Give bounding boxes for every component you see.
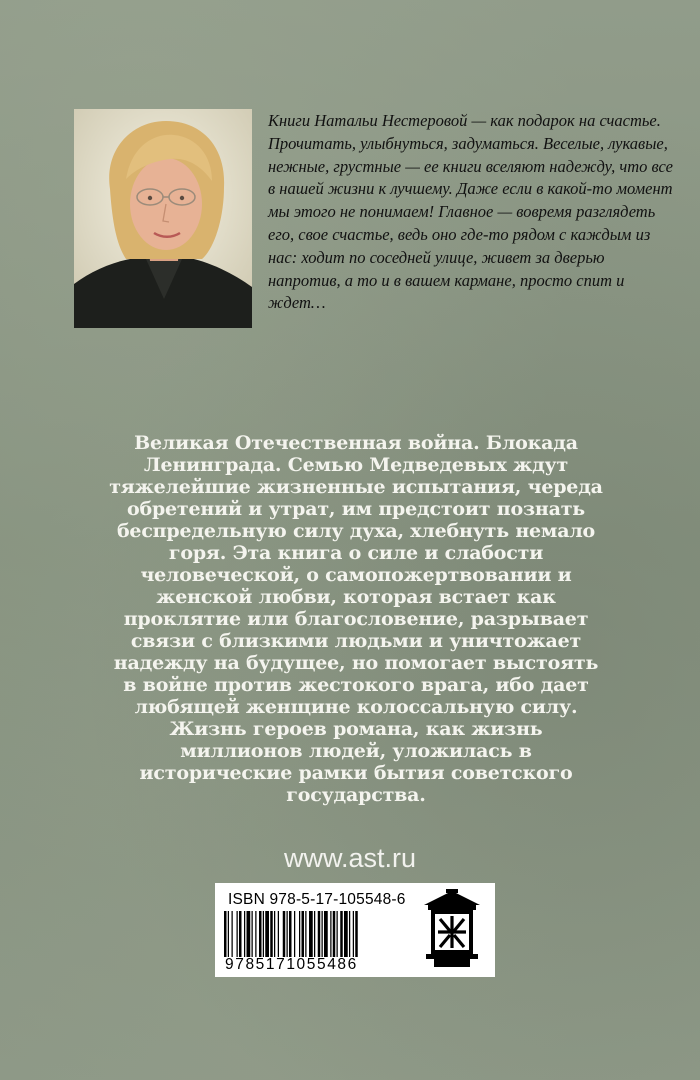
barcode-bar bbox=[287, 911, 288, 957]
isbn-label: ISBN 978-5-17-105548-6 bbox=[228, 891, 406, 908]
barcode-bar bbox=[324, 911, 328, 957]
author-photo bbox=[74, 109, 252, 328]
barcode-bar bbox=[259, 911, 262, 957]
book-description: Великая Отечественная война. Блокада Ленинграда. Семью Медведевых ждут тяжелейшие жизненные испытания, череда обретений и утрат, им предстоит познать беспредельную силу духа, хлебнуть немало горя. Эта книга о силе и слабости человеческой, о самопожертвовании и женской любви, которая встает как проклятие или благословение, разрывает связи с близкими людьми и уничтожает надежду на будущее, но помогает выстоять в войне против жестокого врага, ибо дает любящей женщине колоссальную силу. Жизнь героев романа, как жизнь миллионов людей, уложилась в исторические рамки бытия советского государства. bbox=[109, 432, 603, 806]
barcode-bar bbox=[314, 911, 315, 957]
barcode-bar bbox=[344, 911, 348, 957]
barcode-bar bbox=[252, 911, 253, 957]
barcode-bar bbox=[270, 911, 273, 957]
barcode-bar bbox=[337, 911, 338, 957]
barcode-bar bbox=[239, 911, 242, 957]
barcode-bar bbox=[340, 911, 343, 957]
barcode-bar bbox=[305, 911, 306, 957]
barcode-bar bbox=[228, 911, 229, 957]
barcode-bar bbox=[349, 911, 350, 957]
barcode-bar bbox=[265, 911, 269, 957]
barcode-bar bbox=[274, 911, 275, 957]
barcode-bars bbox=[224, 911, 409, 957]
author-blurb: Книги Натальи Нестеровой — как подарок на счастье. Прочитать, улыбнуться, задуматься. Веселые, лукавые, нежные, грустные — ее книги вселяют надежду, что все в нашей жизни к лучшему. Даже если в какой-то момент мы этого не понимаем! Главное — вовремя разглядеть его, свое счастье, ведь оно где-то рядом с каждым из нас: ходит по соседней улице, живет за дверью напротив, а то и в вашем кармане, просто спит и ждет… bbox=[268, 111, 673, 313]
barcode-bar bbox=[237, 911, 238, 957]
barcode-bar bbox=[302, 911, 305, 957]
barcode-bar bbox=[353, 911, 354, 957]
barcode-bar bbox=[333, 911, 336, 957]
barcode-bar bbox=[255, 911, 256, 957]
barcode-bar bbox=[289, 911, 292, 957]
barcode-panel bbox=[215, 883, 495, 977]
barcode-bar bbox=[322, 911, 323, 957]
barcode-bar bbox=[294, 911, 295, 957]
barcode-bar bbox=[232, 911, 233, 957]
barcode-bar bbox=[247, 911, 251, 957]
barcode-bar bbox=[355, 911, 358, 957]
barcode-bar bbox=[330, 911, 331, 957]
barcode-bar bbox=[278, 911, 279, 957]
barcode-bar bbox=[318, 911, 321, 957]
barcode-digits: 9785171055486 bbox=[225, 956, 358, 973]
barcode-bar bbox=[224, 911, 227, 957]
barcode-bar bbox=[299, 911, 300, 957]
barcode-bar bbox=[283, 911, 286, 957]
lantern-logo-icon bbox=[420, 889, 484, 971]
barcode-bar bbox=[309, 911, 313, 957]
barcode-bar bbox=[244, 911, 245, 957]
barcode-bar bbox=[263, 911, 264, 957]
publisher-website: www.ast.ru bbox=[283, 843, 417, 873]
